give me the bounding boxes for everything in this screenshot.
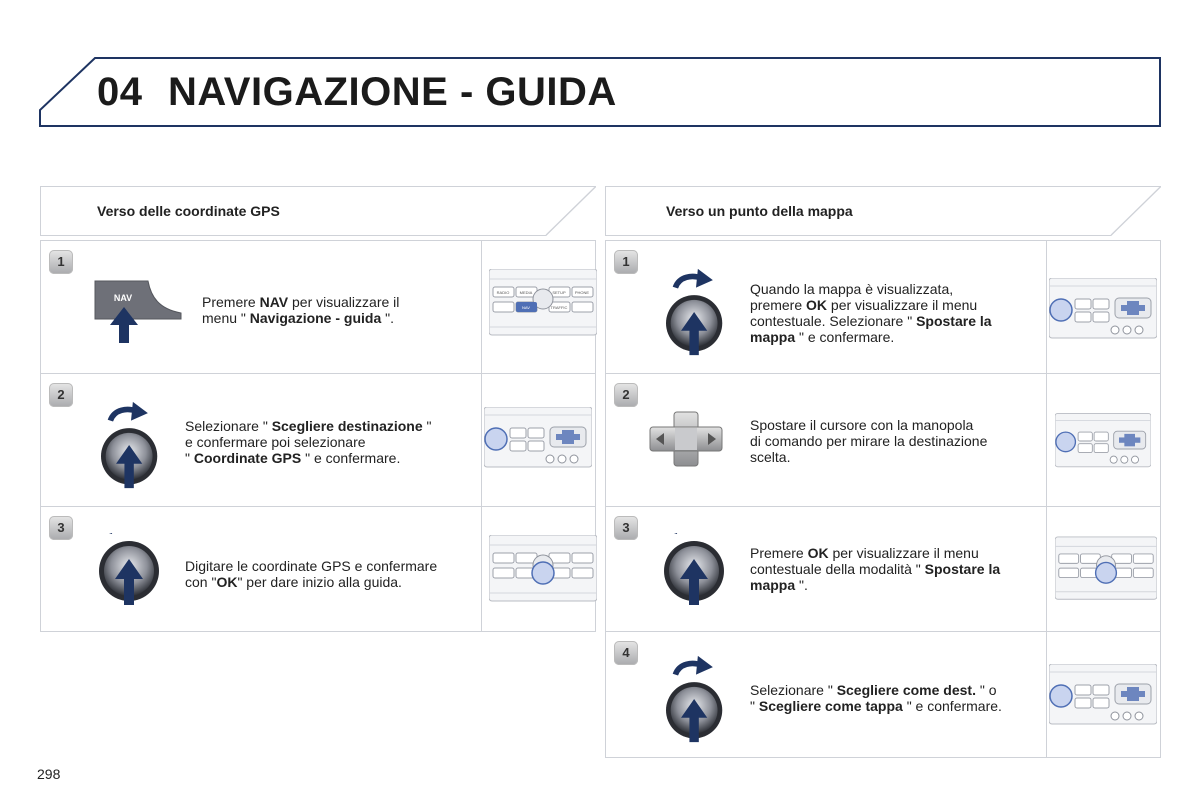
nav-button-icon [93, 279, 183, 345]
title-banner [0, 0, 1200, 140]
step-row [40, 506, 596, 632]
nav-key-label: NAV [113, 293, 133, 303]
rotary-knob-icon [664, 267, 728, 357]
control-panel-illustration [489, 269, 597, 349]
right-column-heading [605, 186, 1161, 234]
step-number: 1 [49, 250, 73, 274]
page-title: NAVIGAZIONE - GUIDA [168, 70, 617, 114]
svg-text:MEDIA: MEDIA [519, 290, 533, 295]
control-panel-illustration [1055, 535, 1157, 605]
step-text: Spostare il cursore con la manopola di comando per mirare la destinazione scelta. [750, 417, 988, 465]
step-row [605, 373, 1161, 507]
row-divider [1046, 241, 1047, 373]
step-text: Selezionare " Scegliere destinazione " e confermare poi selezionare " Coordinate GPS " e confermare. [185, 418, 432, 466]
step-text: Digitare le coordinate GPS e confermare con "OK" per dare inizio alla guida. [185, 558, 438, 590]
direction-pad-icon [648, 410, 724, 468]
step-number: 3 [614, 516, 638, 540]
step-row [40, 240, 596, 374]
page-number: 298 [37, 766, 61, 782]
svg-text:SETUP: SETUP [552, 290, 566, 295]
row-divider [481, 241, 482, 373]
step-row [605, 631, 1161, 758]
step-row [605, 506, 1161, 632]
step-text: Quando la mappa è visualizzata, premere OK per visualizzare il menu contestuale. Selezionare " Spostare la mappa " e confermare. [750, 281, 992, 345]
step-number: 1 [614, 250, 638, 274]
control-panel-illustration [1049, 664, 1157, 726]
svg-text:NAV: NAV [522, 305, 530, 310]
heading-label: Verso delle coordinate GPS [97, 203, 280, 219]
step-number: 3 [49, 516, 73, 540]
step-row [605, 240, 1161, 374]
rotary-knob-icon [99, 533, 163, 613]
left-column-heading [40, 186, 596, 234]
row-divider [1046, 374, 1047, 506]
heading-label: Verso un punto della mappa [666, 203, 853, 219]
rotary-knob-icon [664, 533, 728, 613]
svg-text:RADIO: RADIO [496, 290, 510, 295]
svg-text:PHONE: PHONE [574, 290, 590, 295]
control-panel-illustration [484, 407, 592, 469]
control-panel-illustration [1055, 410, 1151, 472]
svg-text:TRAFFIC: TRAFFIC [550, 305, 568, 310]
control-panel-illustration [489, 535, 597, 605]
step-row [40, 373, 596, 507]
row-divider [1046, 632, 1047, 757]
step-text: Selezionare " Scegliere come dest. " o " Scegliere come tappa " e confermare. [750, 682, 1002, 714]
step-text: Premere OK per visualizzare il menu contestuale della modalità " Spostare la mappa ". [750, 545, 1001, 593]
row-divider [481, 374, 482, 506]
row-divider [1046, 507, 1047, 631]
rotary-knob-icon [99, 400, 163, 490]
chapter-number: 04 [97, 70, 143, 114]
step-text: Premere NAV per visualizzare il menu " Navigazione - guida ". [202, 294, 400, 326]
rotary-knob-icon [664, 654, 728, 744]
step-number: 2 [614, 383, 638, 407]
control-panel-illustration [1049, 278, 1157, 340]
row-divider [481, 507, 482, 631]
step-number: 2 [49, 383, 73, 407]
step-number: 4 [614, 641, 638, 665]
